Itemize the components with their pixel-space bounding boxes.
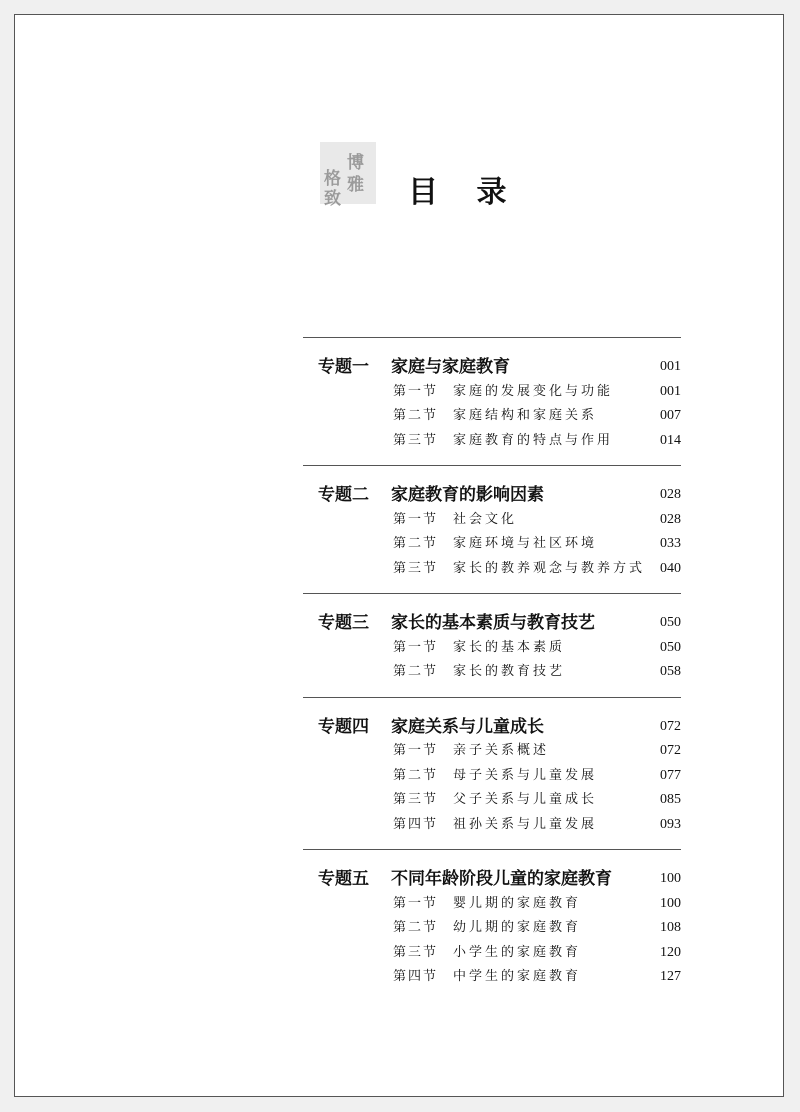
toc-section-row[interactable]: [303, 739, 681, 764]
chapter-title: 家庭关系与儿童成长: [391, 716, 544, 737]
section-label: 第三节: [393, 560, 439, 576]
section-page: 100: [660, 895, 681, 911]
section-label: 第二节: [393, 920, 439, 935]
chapter-page: 001: [660, 359, 681, 374]
section-page: 040: [660, 560, 681, 576]
chapter-page: 072: [660, 718, 681, 734]
toc-section-row[interactable]: [303, 916, 681, 941]
chapter-label: 专题一: [318, 357, 369, 377]
section-title: 家庭的发展变化与功能: [453, 383, 614, 399]
section-label: 第一节: [393, 639, 439, 655]
section-page: 033: [660, 536, 681, 551]
toc-section-row[interactable]: [303, 965, 681, 990]
section-title: 社会文化: [453, 511, 518, 527]
chapter-label: 专题五: [318, 869, 369, 889]
section-title: 父子关系与儿童成长: [453, 792, 598, 807]
section-page: 072: [660, 743, 681, 758]
toc-chapter: [303, 593, 681, 697]
chapter-label: 专题四: [318, 716, 369, 737]
section-page: 014: [660, 432, 681, 448]
section-title: 家庭环境与社区环境: [453, 536, 598, 551]
toc-section-row[interactable]: [303, 532, 681, 557]
section-title: 亲子关系概述: [453, 743, 550, 758]
toc-section-row[interactable]: [303, 788, 681, 813]
section-title: 家长的教养观念与教养方式: [453, 560, 646, 576]
chapter-title: 家长的基本素质与教育技艺: [391, 613, 595, 633]
section-title: 家庭教育的特点与作用: [453, 432, 614, 448]
section-page: 028: [660, 511, 681, 527]
chapter-page: 028: [660, 487, 681, 502]
section-label: 第一节: [393, 743, 439, 758]
toc-section-row[interactable]: [303, 660, 681, 685]
toc-chapter: [303, 849, 681, 1002]
section-page: 058: [660, 664, 681, 679]
section-label: 第一节: [393, 895, 439, 911]
section-label: 第三节: [393, 792, 439, 807]
seal-char: 致: [324, 189, 341, 209]
section-label: 第二节: [393, 536, 439, 551]
section-page: 077: [660, 767, 681, 783]
chapter-title: 家庭教育的影响因素: [391, 485, 544, 505]
section-page: 085: [660, 792, 681, 807]
chapter-label: 专题三: [318, 613, 369, 633]
seal-char: 博: [347, 153, 364, 173]
toc-section-row[interactable]: [303, 636, 681, 661]
seal-char: 格: [324, 169, 341, 189]
section-page: 093: [660, 816, 681, 832]
chapter-title: 家庭与家庭教育: [391, 357, 510, 377]
toc-section-row[interactable]: [303, 892, 681, 917]
section-title: 家长的基本素质: [453, 639, 566, 655]
toc-chapter-row[interactable]: [303, 355, 681, 380]
toc-chapter: [303, 465, 681, 593]
seal-char: 雅: [347, 175, 364, 195]
section-label: 第二节: [393, 664, 439, 679]
section-title: 中学生的家庭教育: [453, 969, 582, 984]
section-title: 家庭结构和家庭关系: [453, 408, 598, 423]
section-page: 001: [660, 383, 681, 399]
document-page: [14, 14, 784, 1097]
section-label: 第一节: [393, 383, 439, 399]
toc-chapter-row[interactable]: [303, 867, 681, 892]
chapter-page: 100: [660, 871, 681, 886]
chapter-title: 不同年龄阶段儿童的家庭教育: [391, 869, 612, 889]
toc-section-row[interactable]: [303, 557, 681, 582]
section-label: 第四节: [393, 969, 439, 984]
section-title: 婴儿期的家庭教育: [453, 895, 582, 911]
section-label: 第三节: [393, 944, 439, 960]
seal-logo: [320, 142, 376, 209]
toc-section-row[interactable]: [303, 404, 681, 429]
section-page: 127: [660, 969, 681, 984]
toc-section-row[interactable]: [303, 764, 681, 789]
toc-chapter-row[interactable]: [303, 715, 681, 740]
section-label: 第一节: [393, 511, 439, 527]
section-title: 家长的教育技艺: [453, 664, 566, 679]
toc-section-row[interactable]: [303, 941, 681, 966]
toc-chapter: [303, 337, 681, 465]
toc-section-row[interactable]: [303, 813, 681, 838]
section-title: 祖孙关系与儿童发展: [453, 816, 598, 832]
table-of-contents: [303, 337, 681, 1002]
section-label: 第二节: [393, 408, 439, 423]
toc-chapter-row[interactable]: [303, 611, 681, 636]
section-page: 050: [660, 639, 681, 655]
section-title: 小学生的家庭教育: [453, 944, 582, 960]
toc-chapter-row[interactable]: [303, 483, 681, 508]
section-page: 120: [660, 944, 681, 960]
chapter-page: 050: [660, 615, 681, 630]
section-label: 第二节: [393, 767, 439, 783]
section-label: 第三节: [393, 432, 439, 448]
section-label: 第四节: [393, 816, 439, 832]
chapter-label: 专题二: [318, 485, 369, 505]
toc-section-row[interactable]: [303, 429, 681, 454]
section-title: 母子关系与儿童发展: [453, 767, 598, 783]
toc-section-row[interactable]: [303, 508, 681, 533]
section-page: 108: [660, 920, 681, 935]
section-title: 幼儿期的家庭教育: [453, 920, 582, 935]
page-title: 目 录: [408, 175, 521, 210]
toc-section-row[interactable]: [303, 380, 681, 405]
section-page: 007: [660, 408, 681, 423]
toc-chapter: [303, 697, 681, 850]
